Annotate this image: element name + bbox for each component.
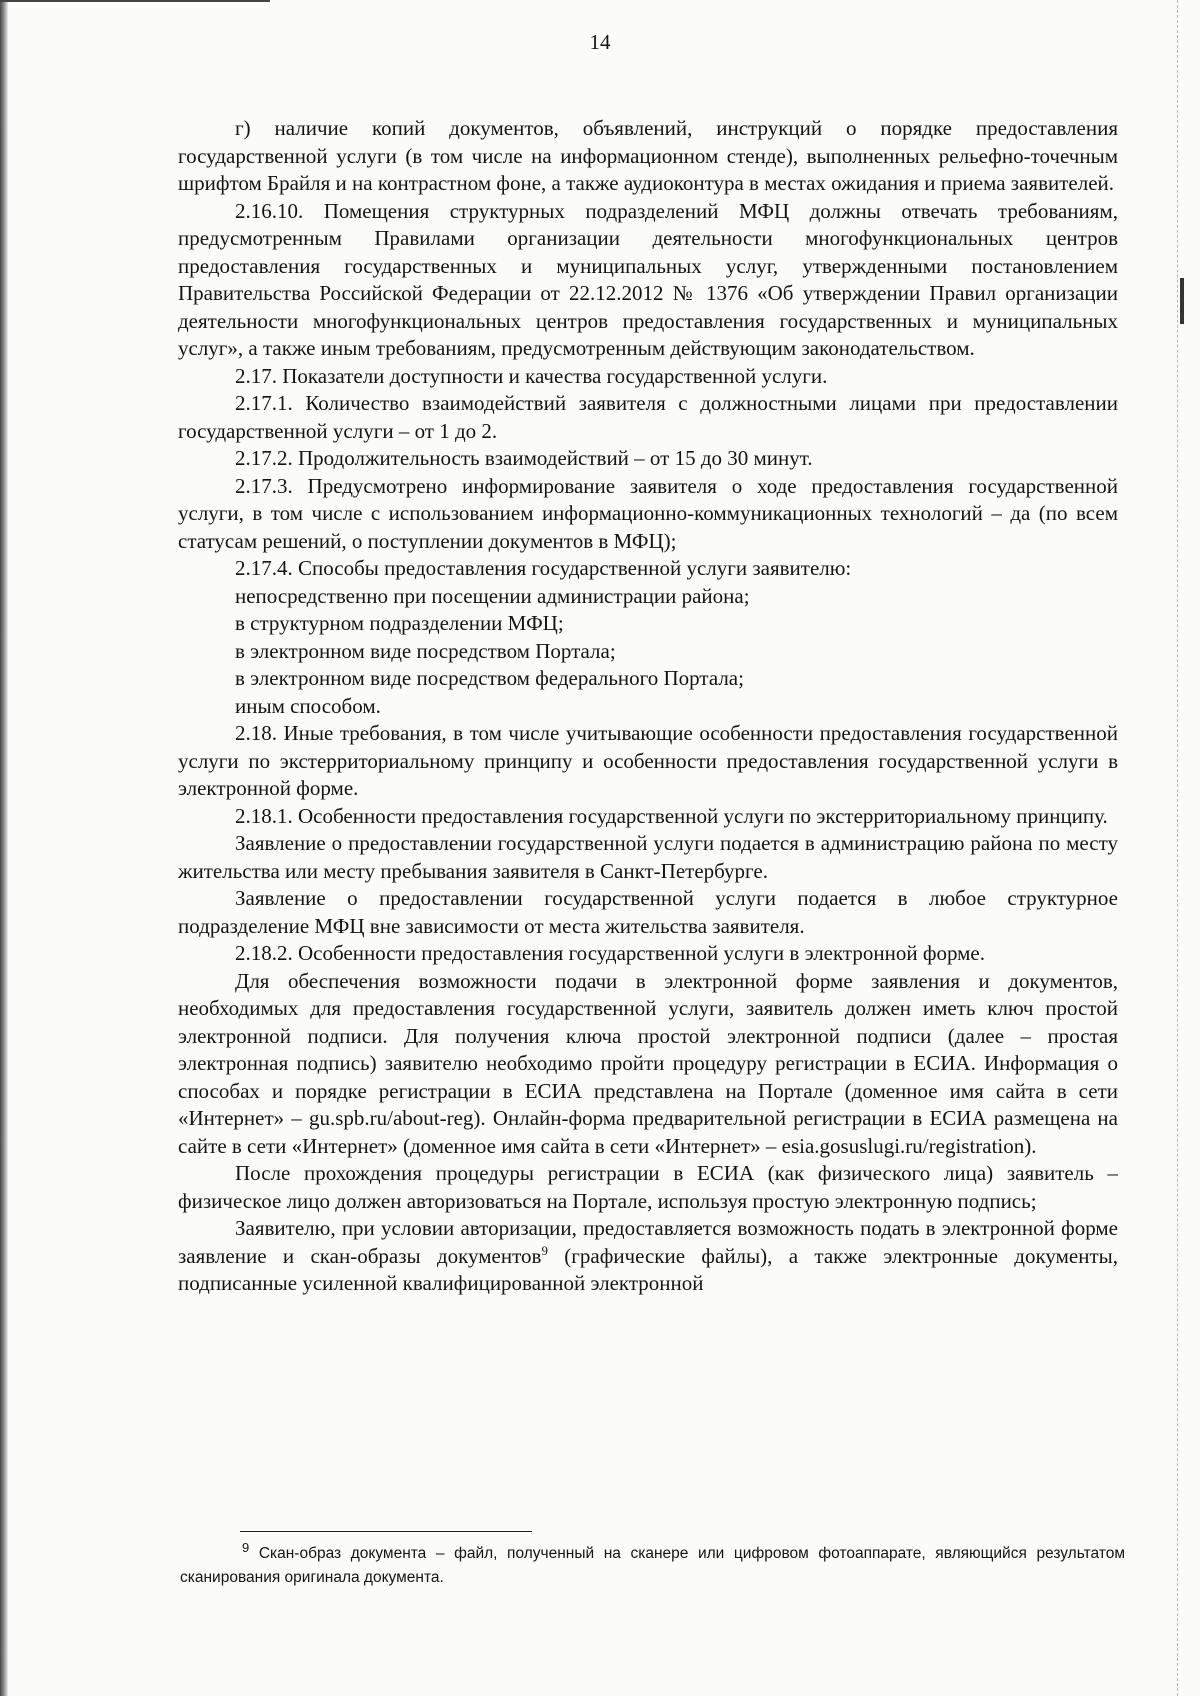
paragraph: 2.18.2. Особенности предоставления государственной услуги в электронной форме. [235, 941, 985, 965]
page-number: 14 [589, 30, 611, 54]
list-item: непосредственно при посещении администрации района; [235, 583, 750, 608]
paragraph: 2.18.1. Особенности предоставления государственной услуги по экстерриториальному принципу. [235, 803, 1108, 828]
footnote-number: 9 [242, 1539, 250, 1555]
footnote [180, 1539, 1125, 1590]
list-item: в электронном виде посредством федерального Портала; [235, 666, 744, 690]
footnote-divider [240, 1531, 532, 1532]
paragraph-text: Заявителю, при условии авторизации, предоставляется возможность подать в электронной форме заявление и скан-образы документов [178, 1216, 1118, 1268]
paragraph: После прохождения процедуры регистрации в ЕСИА (как физического лица) заявитель – физическое лицо должен авторизоваться на Портале, используя простую электронную подпись; [178, 1161, 1118, 1213]
paragraph: 2.16.10. Помещения структурных подразделений МФЦ должны отвечать требованиям, предусмотренным Правилами организации деятельности многофункциональных центров предоставления государственных и муниципальных услуг, утвержденными постановлением Правительства Российской Федерации от 22.12.2012 № 1376 «Об утверждении Правил организации деятельности многофункциональных центров предоставления государственных и муниципальных услуг», а также иным требованиям, предусмотренным действующим законодательством. [178, 198, 1118, 360]
paragraph-with-footnote-ref [178, 1215, 1118, 1298]
paragraph: 2.17. Показатели доступности и качества государственной услуги. [235, 363, 828, 388]
paragraph: г) наличие копий документов, объявлений, инструкций о порядке предоставления государственной услуги (в том числе на информационном стенде), выполненных рельефно-точечным шрифтом Брайля и на контрастном фоне, а также аудиоконтура в местах ожидания и приема заявителей. [178, 116, 1118, 195]
list-item: иным способом. [235, 693, 381, 718]
footnote-ref: 9 [541, 1242, 548, 1258]
paragraph-text: (графические файлы), а также электронные документы, подписанные усиленной квалифицированной электронной [178, 1243, 1118, 1295]
document-body [178, 115, 1118, 1298]
footnote-text: Скан-образ документа – файл, полученный на сканере или цифровом фотоаппарате, являющийся результатом сканирования оригинала документа. [180, 1545, 1125, 1586]
paragraph: 2.17.2. Продолжительность взаимодействий – от 15 до 30 минут. [235, 446, 813, 470]
scan-edge-left [0, 0, 8, 1696]
list-item: в электронном виде посредством Портала; [235, 638, 616, 663]
list-item: в структурном подразделении МФЦ; [235, 611, 564, 635]
paragraph: 2.17.3. Предусмотрено информирование заявителя о ходе предоставления государственной услуги, в том числе с использованием информационно-коммуникационных технологий – да (по всем статусам решений, о поступлении документов в МФЦ); [178, 473, 1118, 553]
scan-mark [1180, 278, 1184, 324]
paragraph: 2.18. Иные требования, в том числе учитывающие особенности предоставления государственной услуги по экстерриториальному принципу и особенности предоставления государственной услуги в электронной форме. [178, 721, 1118, 800]
scan-edge-top [0, 0, 270, 2]
paragraph: Заявление о предоставлении государственной услуги подается в администрацию района по месту жительства или месту пребывания заявителя в Санкт-Петербурге. [178, 831, 1118, 883]
paragraph: 2.17.4. Способы предоставления государственной услуги заявителю: [235, 556, 852, 580]
scan-edge-right [1176, 0, 1178, 1696]
paragraph: 2.17.1. Количество взаимодействий заявителя с должностными лицами при предоставлении государственной услуги – от 1 до 2. [178, 391, 1118, 443]
paragraph: Для обеспечения возможности подачи в электронной форме заявления и документов, необходимых для предоставления государственной услуги, заявитель должен иметь ключ простой электронной подписи. Для получения ключа простой электронной подписи (далее – простая электронная подпись) заявителю необходимо пройти процедуру регистрации в ЕСИА. Информация о способах и порядке регистрации в ЕСИА представлена на Портале (доменное имя сайта в сети «Интернет» – gu.spb.ru/about-reg). Онлайн-форма предварительной регистрации в ЕСИА размещена на сайте в сети «Интернет» (доменное имя сайта в сети «Интернет» – esia.gosuslugi.ru/registration). [178, 968, 1118, 1158]
paragraph: Заявление о предоставлении государственной услуги подается в любое структурное подразделение МФЦ вне зависимости от места жительства заявителя. [178, 886, 1118, 938]
